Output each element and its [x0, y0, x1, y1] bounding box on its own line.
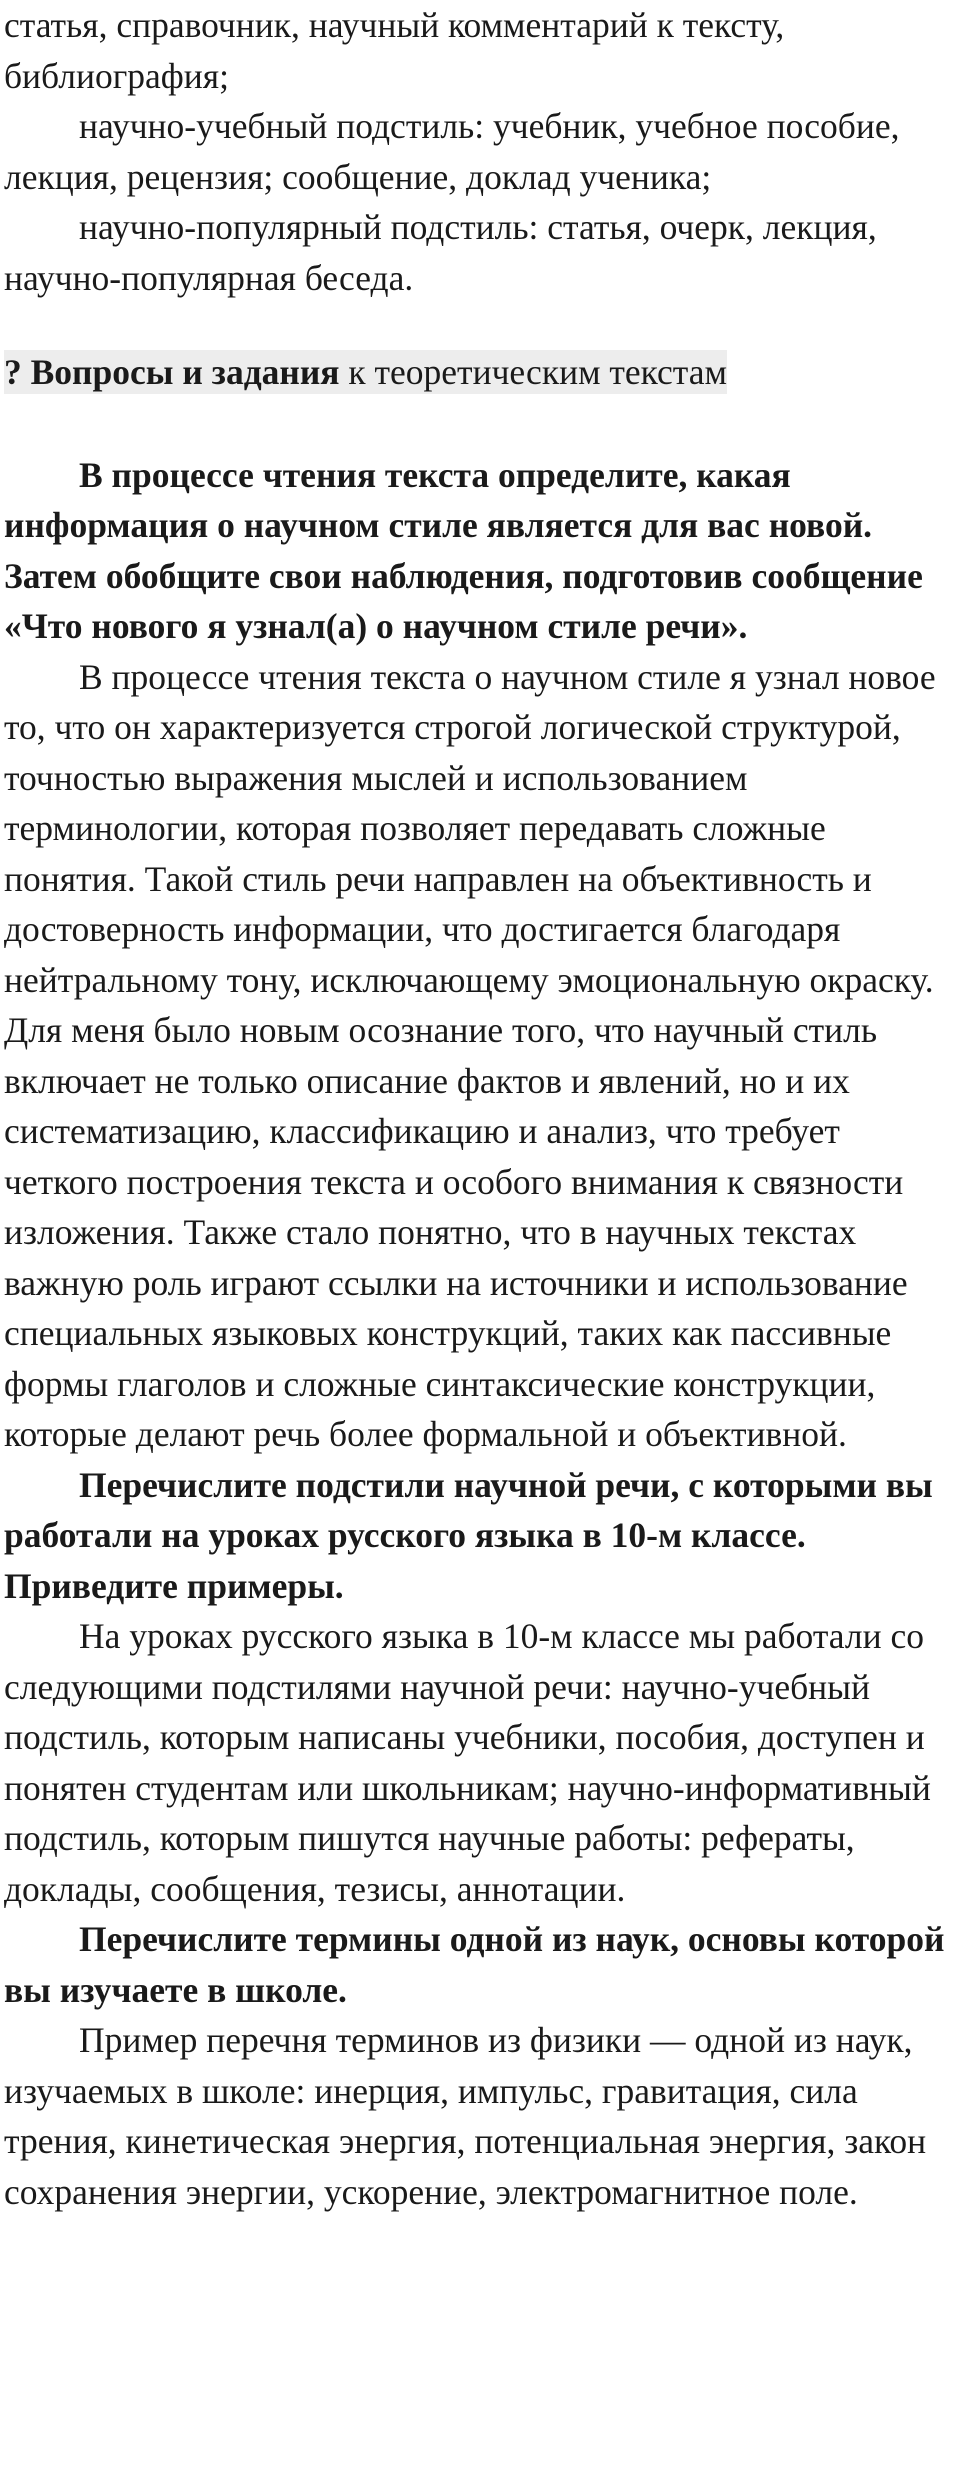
task-question: Перечислите термины одной из наук, основы которой вы изучаете в школе. — [4, 1919, 945, 2010]
section-heading-rest: к теоретическим текстам — [339, 352, 727, 392]
task-answer: На уроках русского языка в 10-м классе мы работали со следующими подстилями научной речи: научно-учебный подстиль, которым написаны учебники, пособия, доступен и понятен студентам или школьникам; научно-информативный подстиль, которым пишутся научные работы: рефераты, доклады, сообщения, тезисы, аннотации. — [4, 1616, 931, 1909]
task-answer: Пример перечня терминов из физики — одной из наук, изучаемых в школе: инерция, импульс, гравитация, сила трения, кинетическая энергия, потенциальная энергия, закон сохранения энергии, ускорение, электромагнитное поле. — [4, 2020, 927, 2212]
task-question: В процессе чтения текста определите, какая информация о научном стиле является для вас новой. Затем обобщите свои наблюдения, подготовив сообщение «Что нового я узнал(а) о научном стиле речи». — [4, 454, 923, 646]
section-heading-line — [4, 347, 960, 398]
task-answer: В процессе чтения текста о научном стиле я узнал новое то, что он характеризуется строгой логической структурой, точностью выражения мыслей и использованием терминологии, которая позволяет передавать сложные понятия. Такой стиль речи направлен на объективность и достоверность информации, что достигается благодаря нейтральному тону, исключающему эмоциональную окраску. Для меня было новым осознание того, что научный стиль включает не только описание фактов и явлений, но и их систематизацию, классификацию и анализ, что требует четкого построения текста и особого внимания к связности изложения. Также стало понятно, что в научных текстах важную роль играют ссылки на источники и использование специальных языковых конструкций, таких как пассивные формы глаголов и сложные синтаксические конструкции, которые делают речь более формальной и объективной. — [4, 656, 936, 1454]
task-question: Перечислите подстили научной речи, с которыми вы работали на уроках русского языка в 10-м классе. Приведите примеры. — [4, 1464, 933, 1606]
intro-substyle-popular: научно-популярный подстиль: статья, очерк, лекция, научно-популярная беседа. — [4, 207, 877, 298]
section-heading — [4, 350, 727, 394]
spacer — [4, 303, 960, 347]
intro-continued-paragraph: статья, справочник, научный комментарий к тексту, библиография; — [4, 5, 785, 96]
section-heading-mark: ? Вопросы и задания — [4, 352, 340, 392]
spacer — [4, 398, 960, 450]
intro-substyle-educational: научно-учебный подстиль: учебник, учебное пособие, лекция, рецензия; сообщение, доклад ученика; — [4, 106, 900, 197]
